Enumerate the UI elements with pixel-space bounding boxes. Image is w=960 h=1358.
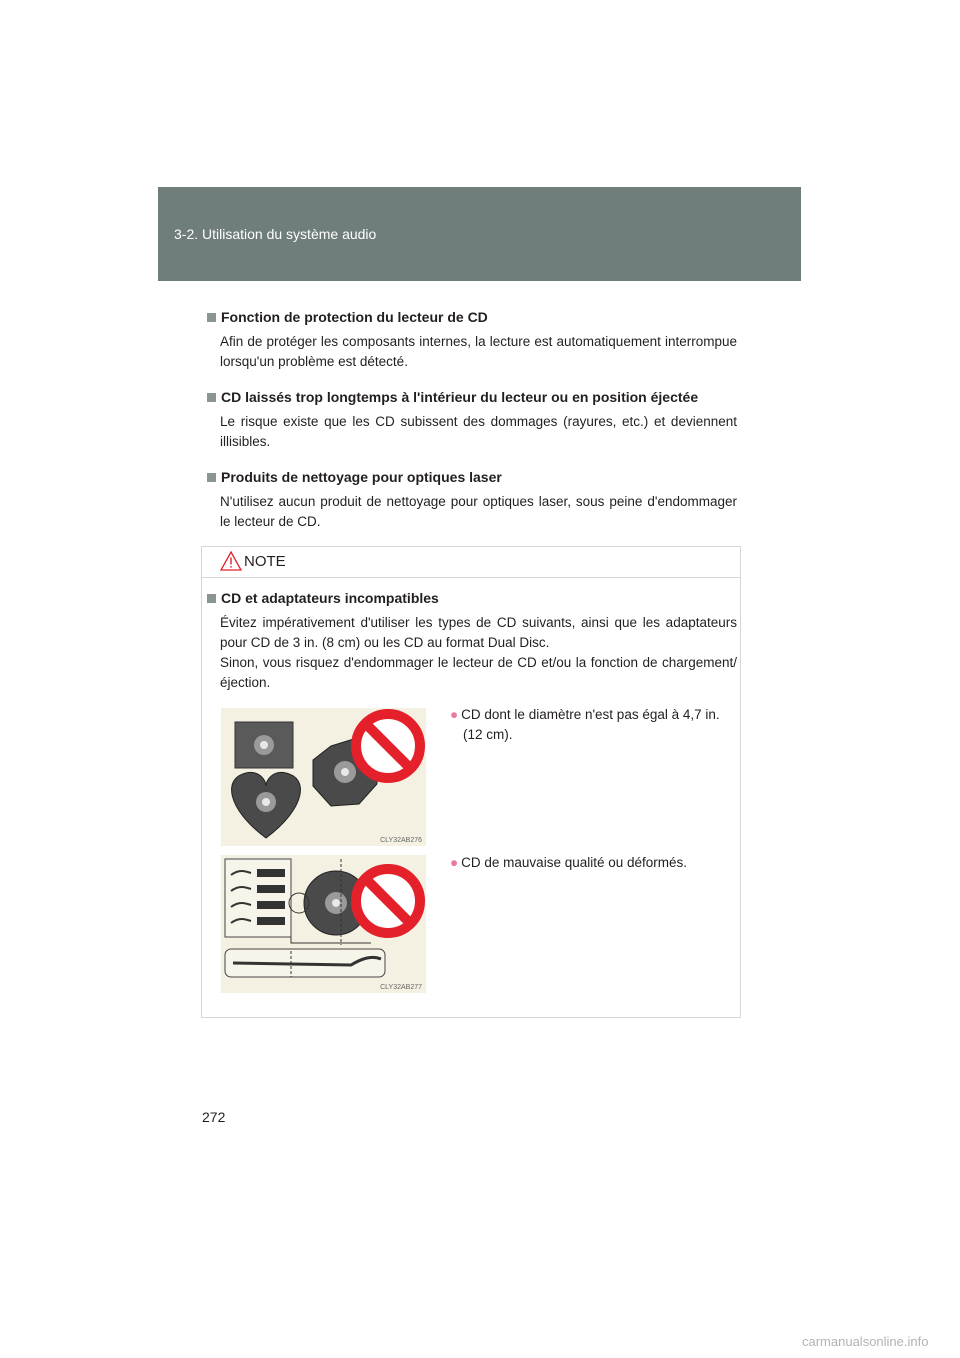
square-bullet-icon	[207, 594, 216, 603]
item-body: Afin de protéger les composants internes, la lecture est automatiquement interrompue lorsqu'un problème est détecté.	[220, 334, 737, 369]
bullet-item	[450, 853, 735, 873]
square-bullet-icon	[207, 393, 216, 402]
item-body: N'utilisez aucun produit de nettoyage pour optiques laser, sous peine d'endommager le lecteur de CD.	[220, 494, 737, 529]
item-body: Le risque existe que les CD subissent des dommages (rayures, etc.) et deviennent illisibles.	[220, 414, 737, 449]
bullet-text: CD de mauvaise qualité ou déformés.	[461, 855, 688, 870]
watermark: carmanualsonline.info	[802, 1334, 929, 1349]
item-heading	[207, 386, 737, 408]
bullet-text-continued: (12 cm).	[463, 727, 513, 742]
figure-code: CLY32AB276	[380, 837, 422, 844]
figure-deformed-cds	[221, 855, 426, 993]
deformed-cds-illustration	[221, 855, 426, 993]
odd-shaped-cds-illustration	[221, 708, 426, 846]
section-title: 3-2. Utilisation du système audio	[174, 226, 377, 242]
note-heading	[207, 587, 737, 609]
dot-bullet-icon: ●	[450, 855, 459, 870]
info-item	[207, 306, 737, 372]
item-title: Fonction de protection du lecteur de CD	[221, 309, 488, 325]
square-bullet-icon	[207, 313, 216, 322]
note-label: NOTE	[244, 553, 286, 570]
item-heading	[207, 306, 737, 328]
info-item	[207, 386, 737, 452]
square-bullet-icon	[207, 473, 216, 482]
note-box	[201, 546, 741, 1018]
note-title: CD et adaptateurs incompatibles	[221, 590, 439, 606]
note-text: Sinon, vous risquez d'endommager le lecteur de CD et/ou la fonction de chargement/éjection.	[220, 655, 737, 690]
dot-bullet-icon: ●	[450, 707, 459, 722]
item-title: Produits de nettoyage pour optiques laser	[221, 469, 502, 485]
note-text: Évitez impérativement d'utiliser les types de CD suivants, ainsi que les adaptateurs pour CD de 3 in. (8 cm) ou les CD au format Dual Disc.	[220, 615, 737, 650]
item-heading	[207, 466, 737, 488]
bullet-text: CD dont le diamètre n'est pas égal à 4,7 in.	[461, 707, 720, 722]
note-body	[207, 587, 737, 693]
item-title: CD laissés trop longtemps à l'intérieur du lecteur ou en position éjectée	[221, 389, 699, 405]
warning-triangle-icon	[220, 551, 242, 571]
header-band	[158, 187, 801, 281]
page-number: 272	[202, 1109, 226, 1125]
note-header	[202, 547, 740, 578]
bullet-item	[450, 705, 735, 745]
main-content	[207, 306, 737, 546]
figure-non-standard-cds	[221, 708, 426, 846]
info-item	[207, 466, 737, 532]
figure-code: CLY32AB277	[380, 984, 422, 991]
